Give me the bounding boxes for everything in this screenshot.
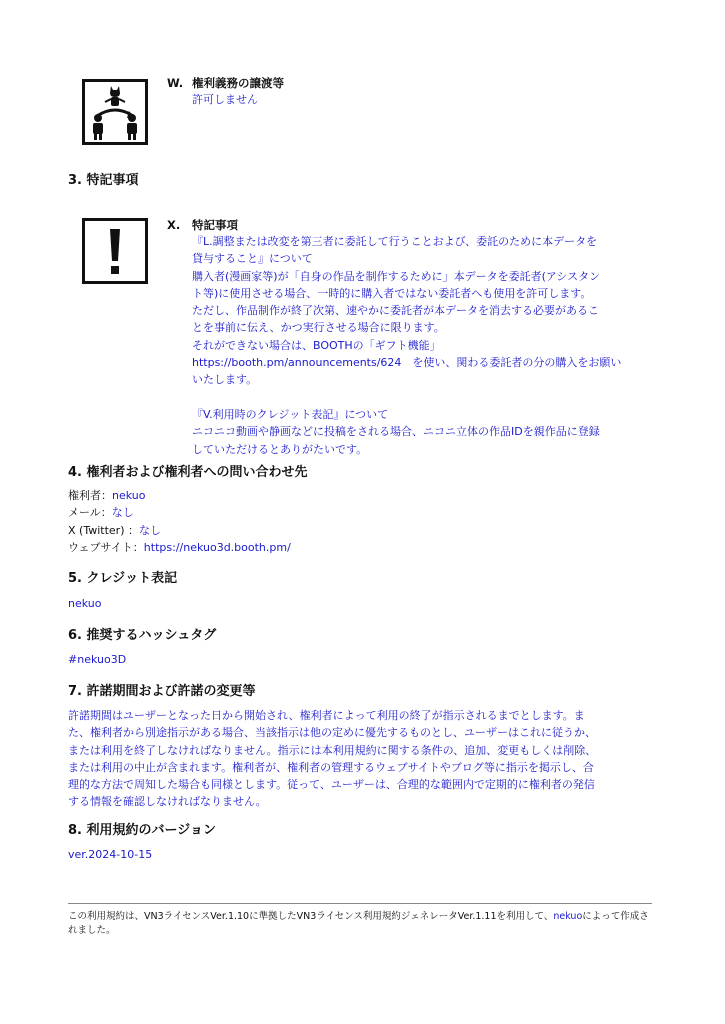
footer-text: この利用規約は、VN3ライセンスVer.1.10に準拠したVN3ライセンス利用規約ジェネレータVer.1.11を利用して、 xyxy=(68,911,554,922)
contact-value: なし xyxy=(138,523,161,537)
footer-text: によって作成さ xyxy=(582,911,649,922)
clause-x-line: していただけるとありがたいです。 xyxy=(192,442,368,456)
transfer-rights-icon-graphic xyxy=(85,82,145,142)
footer-text: れました。 xyxy=(68,925,116,936)
license-period-line: または利用を終了しなければなりません。指示には本利用規約に関する条件の、追加、変更もしくは削除、 xyxy=(68,743,597,757)
section-8-title: 8. 利用規約のバージョン xyxy=(68,823,216,838)
contact-list xyxy=(68,487,291,556)
license-period-line: または利用の中止が含まれます。権利者が、権利者の管理するウェブサイトやブログ等に指示を掲示し、合 xyxy=(68,760,594,774)
license-period-line: 理的な方法で周知した場合も同様とします。従って、ユーザーは、合理的な範囲内で定期的に権利者の発信 xyxy=(68,778,595,792)
section-6-title: 6. 推奨するハッシュタグ xyxy=(68,628,217,643)
clause-x-title: 特記事項 xyxy=(192,218,238,232)
website-link[interactable]: https://nekuo3d.booth.pm/ xyxy=(143,540,291,554)
exclamation-icon xyxy=(82,218,148,284)
clause-x-line: https://booth.pm/announcements/624 を使い、関わる委託者の分の購入をお願い xyxy=(192,356,622,370)
license-period-line: 許諾期間はユーザーとなった日から開始され、権利者によって利用の終了が指示されるまでとします。ま xyxy=(68,709,585,722)
footer-note xyxy=(68,910,652,938)
contact-label: 権利者： xyxy=(68,489,112,502)
version-value: ver.2024-10-15 xyxy=(68,848,153,861)
paragraph-gap xyxy=(192,389,647,406)
section-5-title: 5. クレジット表記 xyxy=(68,571,178,586)
contact-row-email xyxy=(68,504,291,521)
section-7-title: 7. 許諾期間および許諾の変更等 xyxy=(68,684,256,699)
footer-divider xyxy=(68,903,652,904)
footer-author-link[interactable]: nekuo xyxy=(553,911,583,922)
contact-label: メール： xyxy=(68,506,112,520)
section-3-title: 3. 特記事項 xyxy=(68,173,139,188)
clause-w-heading xyxy=(167,75,284,91)
clause-x-line: とを事前に伝え、かつ実行させる場合に限ります。 xyxy=(192,321,445,335)
clause-x-line: いたします。 xyxy=(192,373,258,387)
section-4-title: 4. 権利者および権利者への問い合わせ先 xyxy=(68,465,308,480)
clause-x-line: ニコニコ動画や静画などに投稿をされる場合、ニコニ立体の作品IDを親作品に登録 xyxy=(192,425,600,439)
clause-x-line: ただし、作品制作が終了次第、速やかに委託者が本データを消去する必要があるこ xyxy=(192,304,599,318)
clause-x-line: 貸与すること』について xyxy=(192,252,313,266)
clause-x-line: ト等)に使用させる場合、一時的に購入者ではない委託者へも使用を許可します。 xyxy=(192,286,592,300)
contact-value: nekuo xyxy=(112,489,146,502)
transfer-rights-icon xyxy=(82,79,148,145)
clause-w-letter: W. xyxy=(167,76,184,90)
clause-x-body xyxy=(192,233,647,458)
clause-x-line: 購入者(漫画家等)が「自身の作品を制作するために」本データを委託者(アシスタン xyxy=(192,269,601,283)
contact-row-website xyxy=(68,539,291,556)
exclamation-icon-graphic xyxy=(85,221,145,281)
clause-w-value: 許可しません xyxy=(192,93,258,106)
credit-value: nekuo xyxy=(68,597,102,610)
clause-x-line: 『L.調整または改変を第三者に委託して行うことおよび、委託のために本データを xyxy=(192,235,598,248)
clause-x-line: それができない場合は、BOOTHの「ギフト機能」 xyxy=(192,338,441,352)
license-period-line: た、権利者から別途指示がある場合、当該指示は他の定めに優先するものとし、ユーザーはこれに従うか、 xyxy=(68,726,596,740)
clause-x-letter: X. xyxy=(167,218,181,232)
contact-row-twitter xyxy=(68,522,291,539)
clause-x-heading xyxy=(167,217,238,233)
contact-label: X (Twitter) ： xyxy=(68,523,139,537)
contact-row-rightsholder xyxy=(68,487,291,504)
clause-w-title: 権利義務の譲渡等 xyxy=(192,76,284,90)
contact-label: ウェブサイト： xyxy=(68,540,144,554)
clause-x-line: 『V.利用時のクレジット表記』について xyxy=(192,407,389,421)
license-period-text xyxy=(68,707,658,811)
license-period-line: する情報を確認しなければなりません。 xyxy=(68,795,267,809)
contact-value: なし xyxy=(111,506,134,520)
hashtag-value: #nekuo3D xyxy=(68,653,127,666)
